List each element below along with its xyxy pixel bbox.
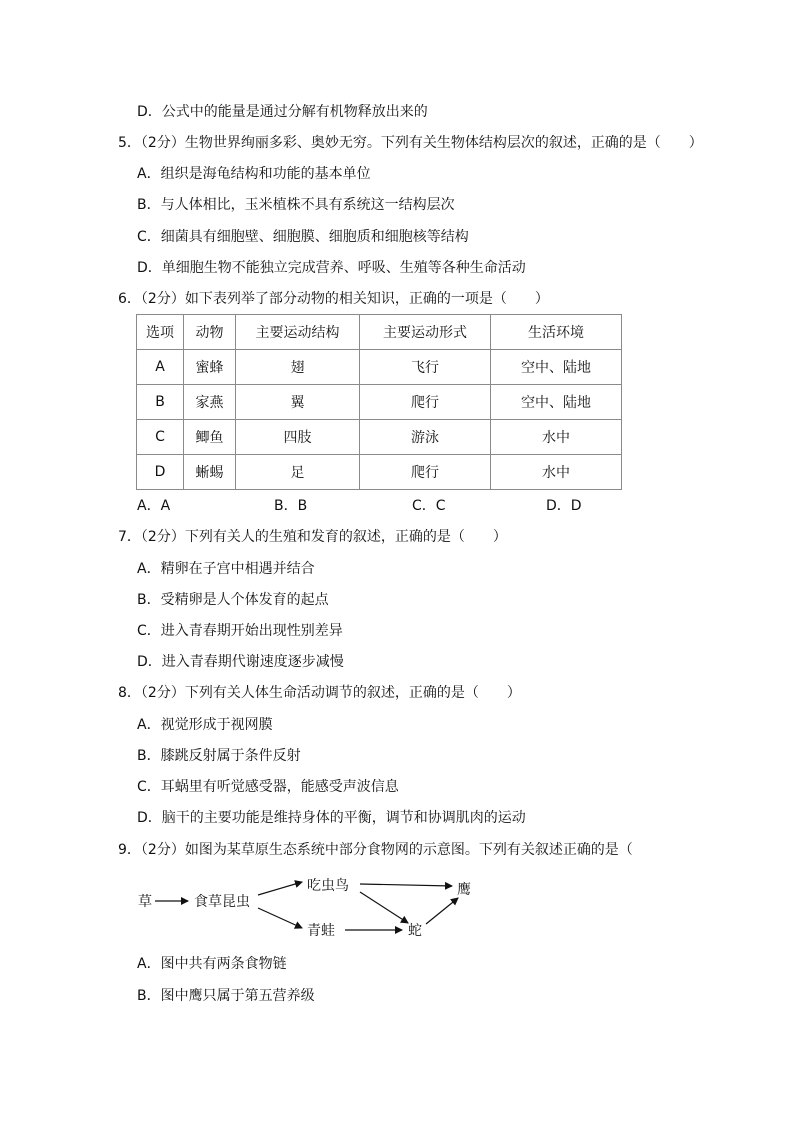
food-web-diagram xyxy=(130,868,490,948)
arrow-snake-hawk xyxy=(426,898,458,924)
arrow-bird-snake xyxy=(360,892,408,923)
table-header-cell: 主要运动形式 xyxy=(360,315,491,350)
table-cell: 游泳 xyxy=(360,420,491,455)
table-cell: 爬行 xyxy=(360,385,491,420)
q6-answer-b: B．B xyxy=(274,498,308,514)
node-insectivorous-bird: 吃虫鸟 xyxy=(307,878,349,894)
q8-stem: 8．（2分）下列有关人体生命活动调节的叙述，正确的是（ ） xyxy=(118,685,521,701)
arrow-bird-hawk xyxy=(360,884,452,886)
q8-option-c: C．耳蜗里有听觉感受器，能感受声波信息 xyxy=(137,779,399,795)
node-snake: 蛇 xyxy=(408,923,422,939)
q5-option-a: A．组织是海龟结构和功能的基本单位 xyxy=(137,166,371,182)
table-cell: 飞行 xyxy=(360,350,491,385)
table-row xyxy=(137,420,622,455)
q8-option-d: D．脑干的主要功能是维持身体的平衡，调节和协调肌肉的运动 xyxy=(137,810,526,826)
q5-option-d: D．单细胞生物不能独立完成营养、呼吸、生殖等各种生命活动 xyxy=(137,260,526,276)
table-row xyxy=(137,350,622,385)
node-hawk: 鹰 xyxy=(457,882,471,898)
table-cell: 水中 xyxy=(491,420,622,455)
q5-option-c: C．细菌具有细胞壁、细胞膜、细胞质和细胞核等结构 xyxy=(137,229,469,245)
q7-option-b: B．受精卵是人个体发育的起点 xyxy=(137,592,329,608)
table-cell: C xyxy=(137,420,184,455)
node-grass: 草 xyxy=(138,894,152,910)
q9-option-a: A．图中共有两条食物链 xyxy=(137,956,287,972)
q5-option-b: B．与人体相比，玉米植株不具有系统这一结构层次 xyxy=(137,197,455,213)
q6-answer-c: C．C xyxy=(412,498,446,514)
table-header-row xyxy=(137,315,622,350)
q9-option-b: B．图中鹰只属于第五营养级 xyxy=(137,988,315,1004)
q4-option-d: D．公式中的能量是通过分解有机物释放出来的 xyxy=(137,104,428,120)
q7-option-c: C．进入青春期开始出现性别差异 xyxy=(137,623,343,639)
table-header-cell: 选项 xyxy=(137,315,184,350)
q6-answer-d: D．D xyxy=(546,498,582,514)
table-cell: 鲫鱼 xyxy=(184,420,236,455)
table-cell: B xyxy=(137,385,184,420)
table-cell: 足 xyxy=(236,455,360,490)
table-cell: 翅 xyxy=(236,350,360,385)
q6-answer-a: A．A xyxy=(137,498,171,514)
q7-option-d: D．进入青春期代谢速度逐步减慢 xyxy=(137,654,344,670)
arrow-insect-frog xyxy=(258,908,302,928)
table-cell: D xyxy=(137,455,184,490)
table-cell: 家燕 xyxy=(184,385,236,420)
table-cell: 爬行 xyxy=(360,455,491,490)
table-row xyxy=(137,385,622,420)
table-cell: 空中、陆地 xyxy=(491,385,622,420)
table-header-cell: 动物 xyxy=(184,315,236,350)
q7-option-a: A．精卵在子宫中相遇并结合 xyxy=(137,561,315,577)
table-row xyxy=(137,455,622,490)
table-header-cell: 生活环境 xyxy=(491,315,622,350)
node-frog: 青蛙 xyxy=(307,923,335,939)
q9-stem: 9．（2分）如图为某草原生态系统中部分食物网的示意图。下列有关叙述正确的是（ xyxy=(118,842,633,858)
table-cell: A xyxy=(137,350,184,385)
q8-option-a: A．视觉形成于视网膜 xyxy=(137,717,273,733)
table-header-cell: 主要运动结构 xyxy=(236,315,360,350)
table-cell: 翼 xyxy=(236,385,360,420)
q8-option-b: B．膝跳反射属于条件反射 xyxy=(137,748,301,764)
animal-table xyxy=(136,314,622,490)
node-herbivorous-insect: 食草昆虫 xyxy=(194,894,250,910)
table-cell: 空中、陆地 xyxy=(491,350,622,385)
arrow-insect-bird xyxy=(258,882,302,895)
table-cell: 水中 xyxy=(491,455,622,490)
table-cell: 四肢 xyxy=(236,420,360,455)
q6-stem: 6．（2分）如下表列举了部分动物的相关知识，正确的一项是（ ） xyxy=(118,291,549,307)
table-cell: 蜜蜂 xyxy=(184,350,236,385)
q5-stem: 5．（2分）生物世界绚丽多彩、奥妙无穷。下列有关生物体结构层次的叙述，正确的是（ ） xyxy=(118,135,703,151)
table-cell: 蜥蜴 xyxy=(184,455,236,490)
q7-stem: 7．（2分）下列有关人的生殖和发育的叙述，正确的是（ ） xyxy=(118,529,507,545)
